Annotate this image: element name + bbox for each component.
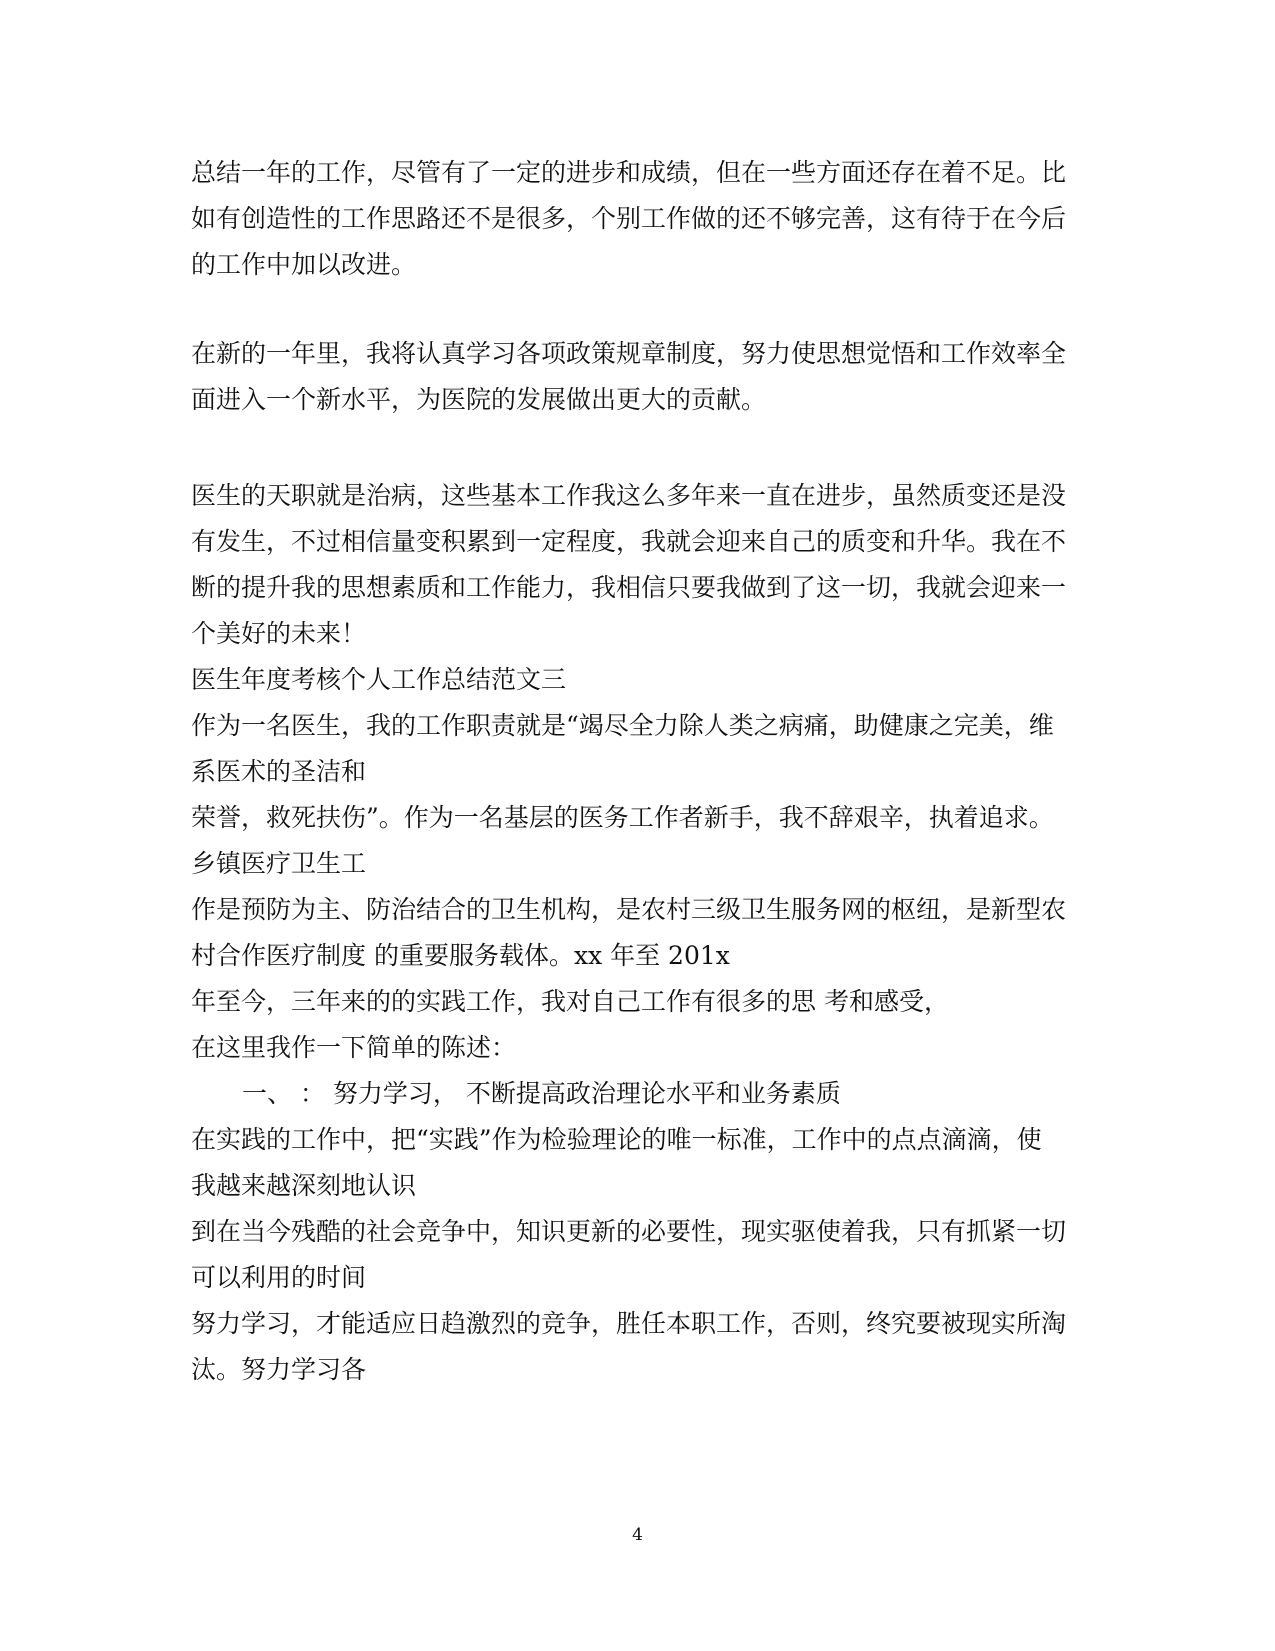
text-line: 努力学习，才能适应日趋激烈的竞争，胜任本职工作，否则，终究要被现实所淘: [191, 1309, 1067, 1338]
section-heading: 医生年度考核个人工作总结范文三: [191, 665, 567, 694]
text-line: 总结一年的工作，尽管有了一定的进步和成绩，但在一些方面还存在着不足。比: [191, 158, 1067, 187]
text-line: 可以利用的时间: [191, 1263, 367, 1292]
text-line: 医生的天职就是治病，这些基本工作我这么多年来一直在进步，虽然质变还是没: [191, 481, 1067, 510]
text-line: 汰。努力学习各: [191, 1355, 367, 1384]
text-line: 在新的一年里，我将认真学习各项政策规章制度，努力使思想觉悟和工作效率全: [191, 339, 1067, 368]
text-line: 作为一名医生，我的工作职责就是“竭尽全力除人类之病痛，助健康之完美，维: [191, 711, 1054, 740]
text-line: 到在当今残酷的社会竞争中，知识更新的必要性，现实驱使着我，只有抓紧一切: [191, 1217, 1067, 1246]
text-line: 村合作医疗制度 的重要服务载体。xx 年至 201x: [191, 941, 730, 970]
page-number: 4: [632, 1525, 643, 1545]
text-line: 的工作中加以改进。: [191, 250, 417, 279]
text-line: 系医术的圣洁和: [191, 757, 367, 786]
text-line: 断的提升我的思想素质和工作能力，我相信只要我做到了这一切，我就会迎来一: [191, 573, 1067, 602]
text-line: 面进入一个新水平，为医院的发展做出更大的贡献。: [191, 385, 767, 414]
text-line: 荣誉，救死扶伤”。作为一名基层的医务工作者新手，我不辞艰辛，执着追求。: [191, 803, 1054, 832]
text-line: 有发生，不过相信量变积累到一定程度，我就会迎来自己的质变和升华。我在不: [191, 527, 1067, 556]
text-line: 如有创造性的工作思路还不是很多，个别工作做的还不够完善，这有待于在今后: [191, 204, 1067, 233]
text-line: 在实践的工作中，把“实践”作为检验理论的唯一标准，工作中的点点滴滴，使: [191, 1125, 1042, 1154]
text-line: 作是预防为主、防治结合的卫生机构，是农村三级卫生服务网的枢纽，是新型农: [191, 895, 1067, 924]
text-line: 个美好的未来！: [191, 619, 367, 648]
text-line: 年至今，三年来的的实践工作，我对自己工作有很多的思 考和感受，: [191, 987, 949, 1016]
text-line: 在这里我作一下简单的陈述：: [191, 1033, 517, 1062]
text-line: 乡镇医疗卫生工: [191, 849, 367, 878]
text-line: 我越来越深刻地认识: [191, 1171, 417, 1200]
subsection-heading: 一、 ： 努力学习， 不断提高政治理论水平和业务素质: [242, 1079, 841, 1108]
